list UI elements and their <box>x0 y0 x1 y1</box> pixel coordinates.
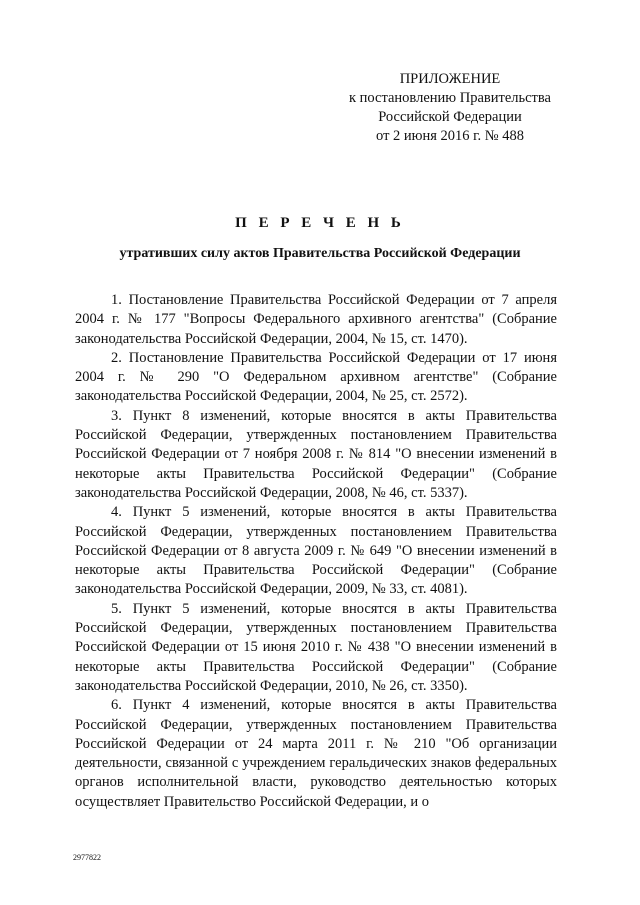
list-item: 6. Пункт 4 изменений, которые вносятся в акты Правительства Российской Федерации, утвержденных постановлением Правительства Российской Федерации от 24 марта 2011 г. № 210 "Об организации деятельности, связанной с учреждением геральдических знаков федеральных органов исполнительной власти, руководство деятельностью которых осуществляет Правительство Российской Федерации, и о <box>75 697 557 810</box>
appendix-date: от 2 июня 2016 г. № 488 <box>376 128 524 144</box>
list-item: 3. Пункт 8 изменений, которые вносятся в акты Правительства Российской Федерации, утвержденных постановлением Правительства Российской Федерации от 7 ноября 2008 г. № 814 "О внесении изменений в некоторые акты Правительства Российской Федерации" (Собрание законодательства Российской Федерации, 2008, № 46, ст. 5337). <box>75 407 557 501</box>
document-title: П Е Р Е Ч Е Н Ь <box>235 215 405 231</box>
document-code: 2977822 <box>73 853 101 862</box>
list-item: 2. Постановление Правительства Российской Федерации от 17 июня 2004 г. № 290 "О Федеральном архивном агентстве" (Собрание законодательства Российской Федерации, 2004, № 25, ст. 2572). <box>75 349 557 405</box>
list-item: 5. Пункт 5 изменений, которые вносятся в акты Правительства Российской Федерации, утвержденных постановлением Правительства Российской Федерации от 15 июня 2010 г. № 438 "О внесении изменений в некоторые акты Правительства Российской Федерации" (Собрание законодательства Российской Федерации, 2010, № 26, ст. 3350). <box>75 600 557 694</box>
document-body <box>75 291 557 812</box>
list-item: 1. Постановление Правительства Российской Федерации от 7 апреля 2004 г. № 177 "Вопросы Федерального архивного агентства" (Собрание законодательства Российской Федерации, 2004, № 15, ст. 1470). <box>75 292 557 347</box>
document-subtitle: утративших силу актов Правительства Российской Федерации <box>119 246 521 261</box>
appendix-line: к постановлению Правительства <box>349 90 551 106</box>
appendix-line: Российской Федерации <box>378 109 522 125</box>
list-item: 4. Пункт 5 изменений, которые вносятся в акты Правительства Российской Федерации, утвержденных постановлением Правительства Российской Федерации от 8 августа 2009 г. № 649 "О внесении изменений в некоторые акты Правительства Российской Федерации" (Собрание законодательства Российской Федерации, 2009, № 33, ст. 4081). <box>75 504 557 598</box>
appendix-title: ПРИЛОЖЕНИЕ <box>399 71 501 87</box>
appendix-block <box>330 70 570 146</box>
